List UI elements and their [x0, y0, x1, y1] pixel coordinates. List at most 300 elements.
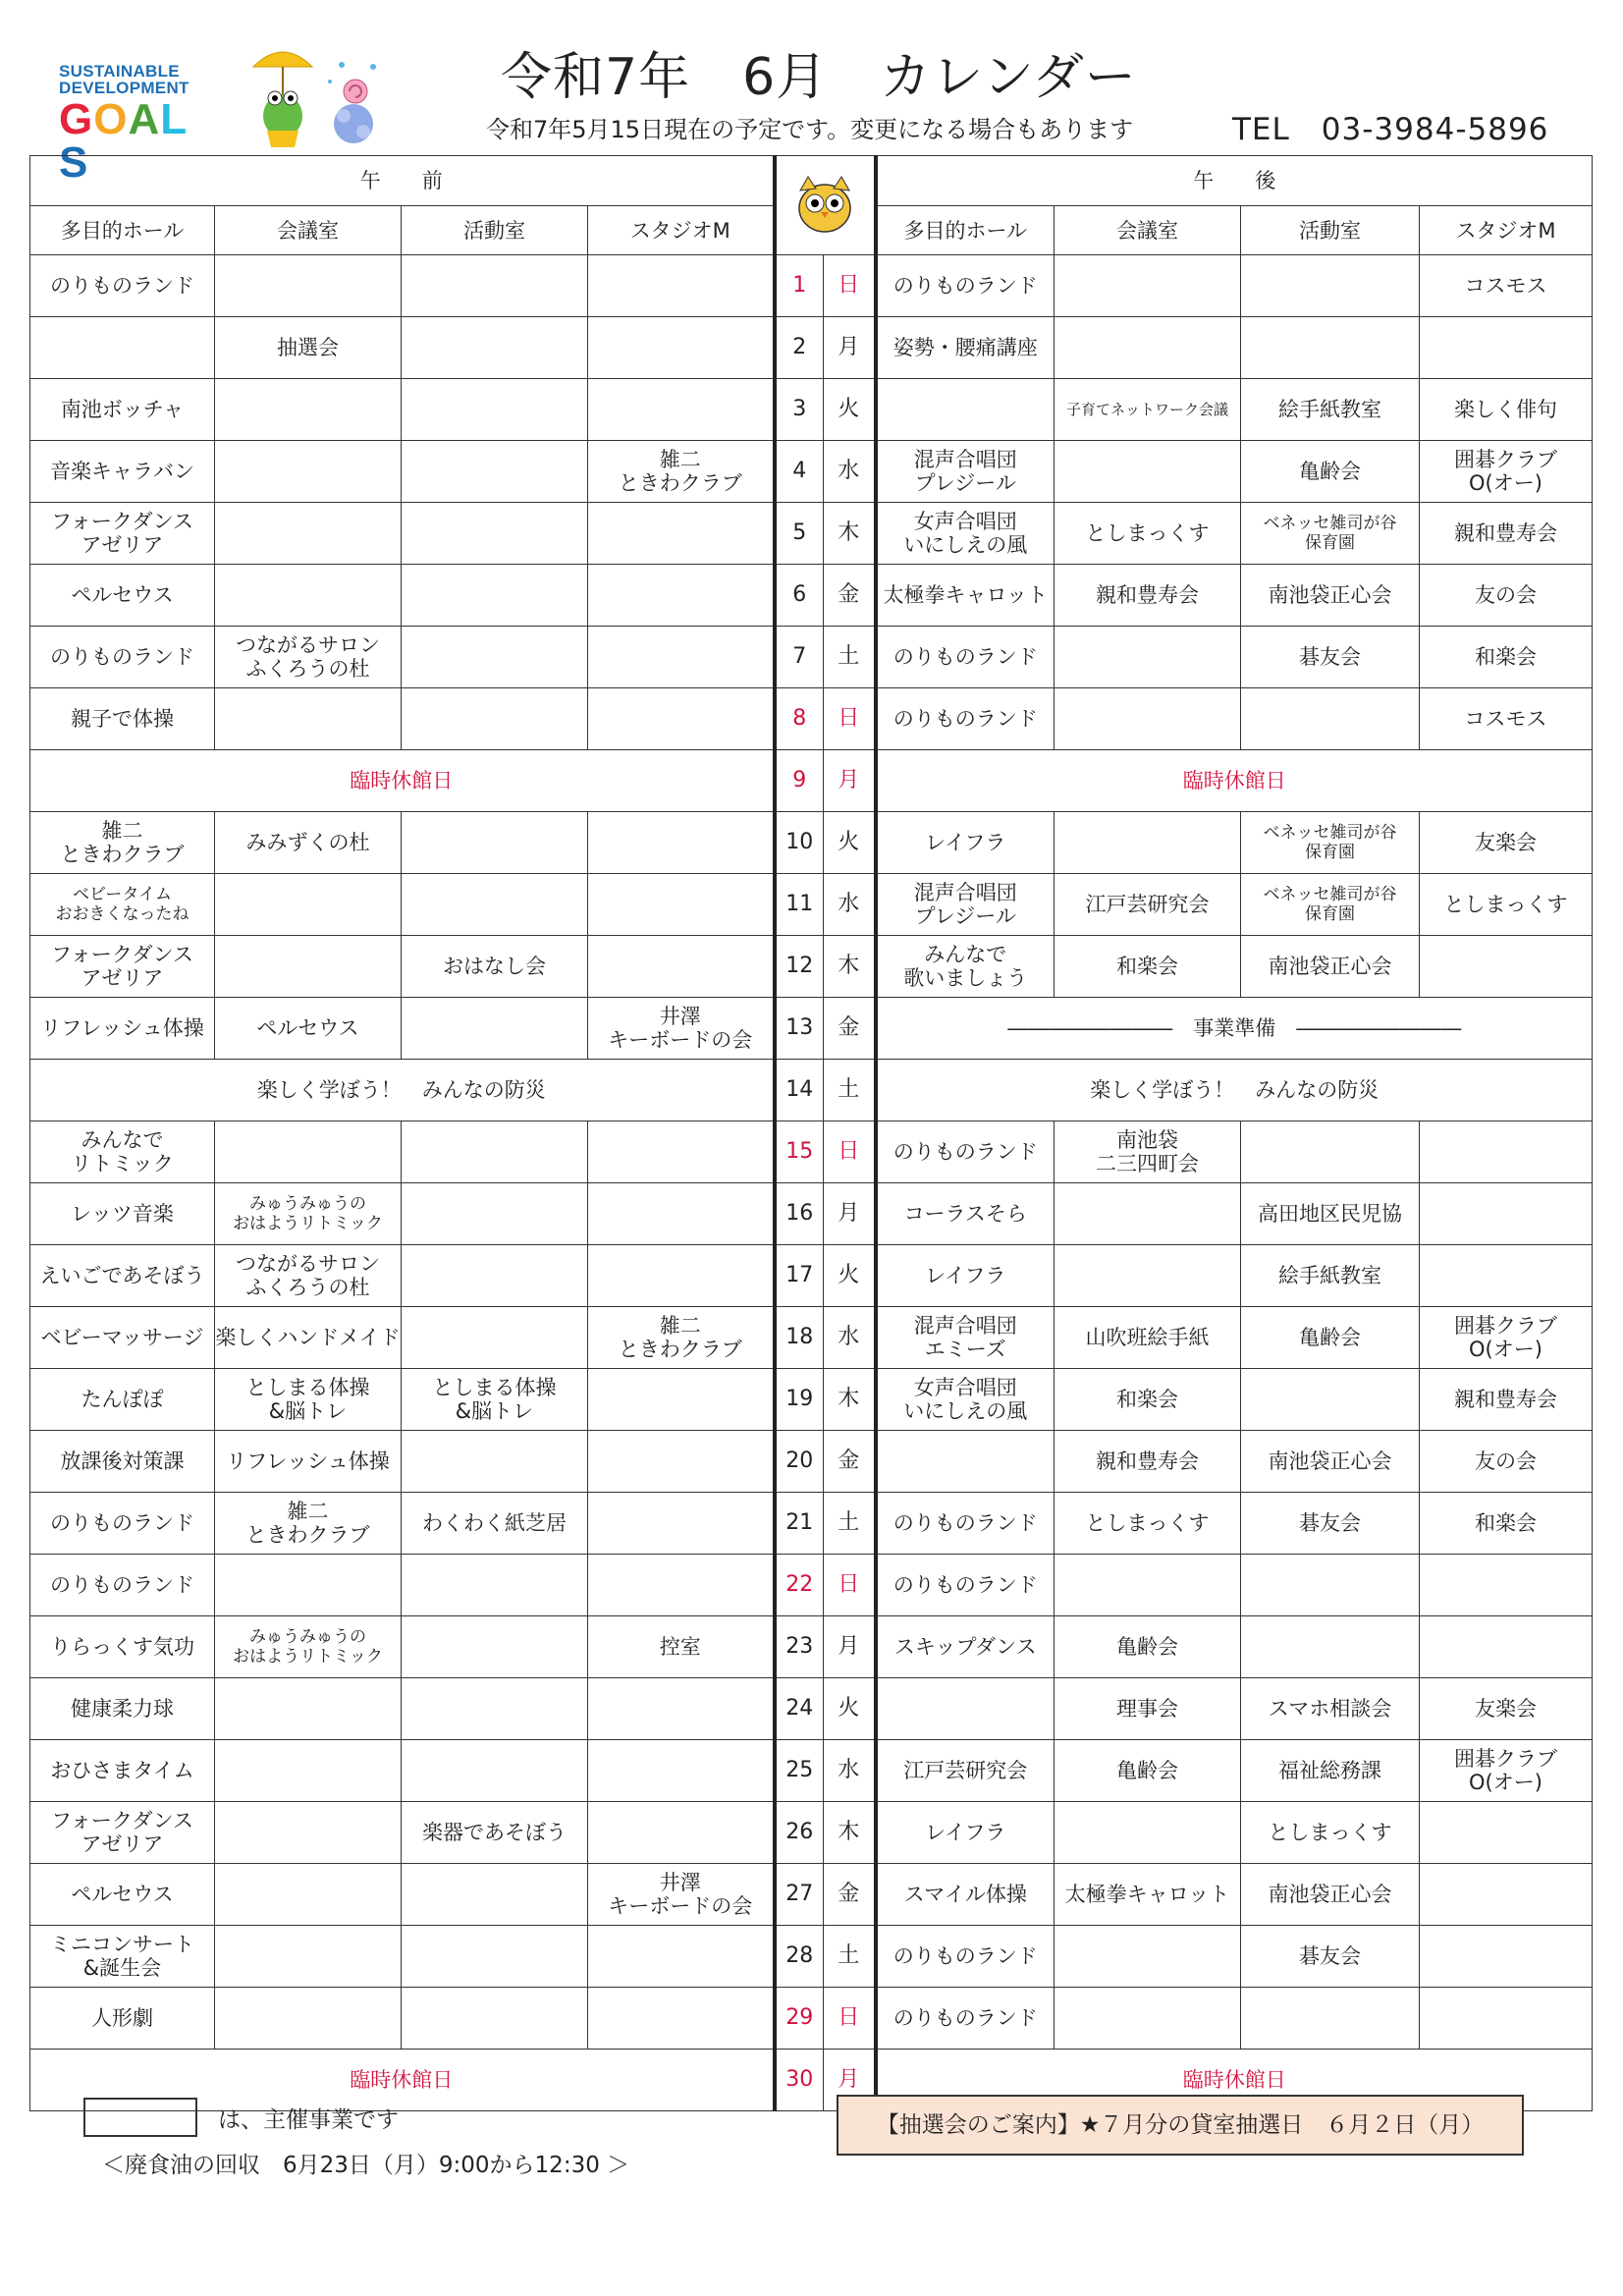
day-row	[30, 750, 1593, 812]
event-label: みゅうみゅうの おはようリトミック	[233, 1627, 383, 1667]
pm-activity	[1241, 627, 1420, 688]
pm-hall	[876, 255, 1055, 317]
day-row	[30, 1245, 1593, 1307]
pm-meeting	[1055, 627, 1241, 688]
event-label: 亀齢会	[1299, 1326, 1361, 1349]
event-label: 混声合唱団 エミーズ	[913, 1314, 1017, 1361]
am-studio	[588, 1926, 775, 1988]
day-row	[30, 936, 1593, 998]
day-row	[30, 1060, 1593, 1121]
event-label: 井澤 キーボードの会	[608, 1005, 753, 1052]
day-row	[30, 1926, 1593, 1988]
am-studio	[588, 1369, 775, 1431]
event-label: 理事会	[1116, 1697, 1178, 1721]
pm-room-activity: 活動室	[1241, 206, 1420, 255]
am-hall	[30, 1864, 215, 1926]
day-row	[30, 441, 1593, 503]
weekday: 土	[824, 1926, 876, 1988]
pm-studio	[1420, 1369, 1593, 1431]
day-number: 30	[775, 2050, 824, 2111]
event-label: 和楽会	[1475, 645, 1537, 669]
event-label: 南池袋正心会	[1268, 1449, 1392, 1473]
day-number: 17	[775, 1245, 824, 1307]
pm-studio	[1420, 1616, 1593, 1678]
am-meeting	[215, 1245, 402, 1307]
day-number: 3	[775, 379, 824, 441]
event-label: 碁友会	[1299, 645, 1361, 669]
day-row	[30, 1493, 1593, 1555]
pm-meeting	[1055, 812, 1241, 874]
event-label: 南池ボッチャ	[60, 398, 185, 421]
pm-hall	[876, 1988, 1055, 2050]
event-label: スマイル体操	[903, 1883, 1027, 1906]
pm-studio	[1420, 1678, 1593, 1740]
am-room-studio: スタジオM	[588, 206, 775, 255]
event-label: わくわく紙芝居	[422, 1511, 567, 1535]
pm-hall	[876, 1121, 1055, 1183]
am-activity	[402, 1864, 588, 1926]
pm-studio	[1420, 1555, 1593, 1616]
am-activity	[402, 936, 588, 998]
day-number: 8	[775, 688, 824, 750]
pm-meeting	[1055, 379, 1241, 441]
weekday: 土	[824, 1060, 876, 1121]
pm-meeting	[1055, 1864, 1241, 1926]
day-row	[30, 1802, 1593, 1864]
am-hall	[30, 874, 215, 936]
am-studio	[588, 1245, 775, 1307]
weekday: 木	[824, 936, 876, 998]
am-meeting	[215, 936, 402, 998]
am-hall	[30, 1678, 215, 1740]
am-meeting	[215, 565, 402, 627]
phone-number: TEL 03-3984-5896	[1232, 112, 1549, 147]
event-label: 親和豊寿会	[1454, 521, 1557, 545]
event-label: ペルセウス	[71, 583, 174, 607]
event-label: のりものランド	[893, 645, 1038, 669]
oil-collection-note: ＜廃食油の回収 6月23日（月）9:00から12:30 ＞	[102, 2153, 630, 2178]
day-row	[30, 255, 1593, 317]
event-label: のりものランド	[50, 274, 194, 298]
pm-hall	[876, 1431, 1055, 1493]
pm-activity	[1241, 688, 1420, 750]
pm-span-event	[876, 998, 1593, 1060]
pm-activity	[1241, 1678, 1420, 1740]
am-studio	[588, 1988, 775, 2050]
weekday: 日	[824, 1121, 876, 1183]
event-label: フォークダンス アゼリア	[50, 510, 194, 557]
pm-room-hall: 多目的ホール	[876, 206, 1055, 255]
pm-activity	[1241, 1740, 1420, 1802]
pm-activity	[1241, 1431, 1420, 1493]
event-label: 放課後対策課	[60, 1449, 185, 1473]
am-activity	[402, 1493, 588, 1555]
pm-hall	[876, 1183, 1055, 1245]
am-hall	[30, 627, 215, 688]
pm-hall	[876, 812, 1055, 874]
am-activity	[402, 317, 588, 379]
sdgs-logo-line2: DEVELOPMENT	[59, 79, 189, 97]
day-row	[30, 1183, 1593, 1245]
am-studio	[588, 688, 775, 750]
event-label: 雑二 ときわクラブ	[618, 448, 742, 495]
day-row	[30, 317, 1593, 379]
am-studio	[588, 874, 775, 936]
event-label: りらっくす気功	[50, 1635, 194, 1659]
am-meeting	[215, 1740, 402, 1802]
day-row	[30, 1988, 1593, 2050]
event-label: 亀齢会	[1299, 460, 1361, 483]
pm-meeting	[1055, 1926, 1241, 1988]
am-studio	[588, 1678, 775, 1740]
am-studio	[588, 627, 775, 688]
legend-swatch	[83, 2098, 197, 2137]
am-hall	[30, 1369, 215, 1431]
pm-meeting	[1055, 1555, 1241, 1616]
am-meeting	[215, 1678, 402, 1740]
am-activity	[402, 1245, 588, 1307]
am-meeting	[215, 255, 402, 317]
event-label: 姿勢・腰痛講座	[893, 336, 1038, 359]
pm-meeting	[1055, 1307, 1241, 1369]
am-activity	[402, 1555, 588, 1616]
am-activity	[402, 812, 588, 874]
pm-meeting	[1055, 688, 1241, 750]
event-label: のりものランド	[893, 1944, 1038, 1968]
sdgs-logo-line3: GOALS	[59, 95, 189, 187]
event-label: ベネッセ雑司が谷 保育園	[1263, 823, 1397, 862]
am-hall	[30, 1988, 215, 2050]
event-label: ベネッセ雑司が谷 保育園	[1263, 885, 1397, 924]
event-label: 絵手紙教室	[1278, 398, 1381, 421]
am-activity	[402, 1183, 588, 1245]
pm-meeting	[1055, 503, 1241, 565]
event-label: 臨時休館日	[1182, 2068, 1286, 2092]
pm-studio	[1420, 1245, 1593, 1307]
event-label: のりものランド	[893, 1511, 1038, 1535]
pm-activity	[1241, 1245, 1420, 1307]
event-label: レッツ音楽	[71, 1202, 174, 1226]
pm-studio	[1420, 1802, 1593, 1864]
pm-activity	[1241, 379, 1420, 441]
am-activity	[402, 379, 588, 441]
pm-studio	[1420, 565, 1593, 627]
weekday: 火	[824, 379, 876, 441]
pm-hall	[876, 1369, 1055, 1431]
am-activity	[402, 1121, 588, 1183]
pm-hall	[876, 1740, 1055, 1802]
pm-activity	[1241, 1988, 1420, 2050]
pm-activity	[1241, 565, 1420, 627]
event-label: 楽しくハンドメイド	[215, 1326, 401, 1349]
day-number: 1	[775, 255, 824, 317]
pm-activity	[1241, 936, 1420, 998]
pm-hall	[876, 1678, 1055, 1740]
am-hall	[30, 1307, 215, 1369]
pm-span-event	[876, 1060, 1593, 1121]
pm-activity	[1241, 503, 1420, 565]
calendar-table	[29, 155, 1593, 2111]
am-hall	[30, 1431, 215, 1493]
am-studio	[588, 812, 775, 874]
pm-activity	[1241, 441, 1420, 503]
event-label: レイフラ	[925, 831, 1006, 854]
closed-am	[30, 750, 775, 812]
am-studio	[588, 1431, 775, 1493]
am-meeting	[215, 441, 402, 503]
day-row	[30, 1555, 1593, 1616]
am-activity	[402, 565, 588, 627]
event-label: えいごであそぼう	[39, 1264, 205, 1287]
event-label: つながるサロン ふくろうの杜	[236, 633, 380, 681]
event-label: 福祉総務課	[1278, 1759, 1381, 1782]
am-hall	[30, 1493, 215, 1555]
pm-meeting	[1055, 441, 1241, 503]
sdgs-logo-line1: SUSTAINABLE	[59, 62, 180, 81]
pm-studio	[1420, 1183, 1593, 1245]
weekday: 土	[824, 627, 876, 688]
pm-activity	[1241, 1121, 1420, 1183]
pm-hall	[876, 565, 1055, 627]
event-label: としまる体操 &脳トレ	[245, 1376, 370, 1423]
event-label: のりものランド	[50, 1511, 194, 1535]
weekday: 日	[824, 255, 876, 317]
event-label: 女声合唱団 いにしえの風	[903, 1376, 1028, 1423]
day-number: 6	[775, 565, 824, 627]
event-label: コスモス	[1464, 707, 1547, 731]
event-label: おはなし会	[443, 955, 546, 978]
event-label: としまっくす	[1268, 1821, 1392, 1844]
day-row	[30, 1740, 1593, 1802]
pm-hall	[876, 627, 1055, 688]
day-row	[30, 874, 1593, 936]
pm-studio	[1420, 936, 1593, 998]
am-hall	[30, 936, 215, 998]
pm-hall	[876, 441, 1055, 503]
event-label: 碁友会	[1299, 1944, 1361, 1968]
event-label: のりものランド	[893, 274, 1038, 298]
weekday: 月	[824, 1183, 876, 1245]
event-label: のりものランド	[893, 1573, 1038, 1597]
pm-studio	[1420, 1864, 1593, 1926]
day-number: 22	[775, 1555, 824, 1616]
event-label: 人形劇	[91, 2006, 153, 2030]
pm-meeting	[1055, 1431, 1241, 1493]
pm-studio	[1420, 1493, 1593, 1555]
weekday: 金	[824, 1431, 876, 1493]
weekday: 月	[824, 750, 876, 812]
day-number: 14	[775, 1060, 824, 1121]
event-label: 親子で体操	[71, 707, 174, 731]
day-number: 5	[775, 503, 824, 565]
event-label: のりものランド	[893, 2006, 1038, 2030]
pm-studio	[1420, 874, 1593, 936]
am-studio	[588, 1183, 775, 1245]
event-label: 亀齢会	[1116, 1759, 1178, 1782]
event-label: 友の会	[1475, 1449, 1537, 1473]
event-label: みゅうみゅうの おはようリトミック	[233, 1194, 383, 1233]
pm-activity	[1241, 812, 1420, 874]
pm-room-studio: スタジオM	[1420, 206, 1593, 255]
event-label: 和楽会	[1475, 1511, 1537, 1535]
event-label: 亀齢会	[1116, 1635, 1178, 1659]
pm-studio	[1420, 379, 1593, 441]
am-activity	[402, 1307, 588, 1369]
day-number: 27	[775, 1864, 824, 1926]
event-label: おひさまタイム	[50, 1759, 194, 1782]
event-label: 雑二 ときわクラブ	[60, 819, 185, 866]
event-label: 友楽会	[1475, 831, 1537, 854]
pm-activity	[1241, 874, 1420, 936]
event-label: 女声合唱団 いにしえの風	[903, 510, 1028, 557]
am-activity	[402, 1802, 588, 1864]
weekday: 月	[824, 317, 876, 379]
am-hall	[30, 1926, 215, 1988]
am-studio	[588, 441, 775, 503]
am-meeting	[215, 1307, 402, 1369]
event-label: 臨時休館日	[1182, 769, 1286, 793]
day-row	[30, 1864, 1593, 1926]
am-hall	[30, 1245, 215, 1307]
am-activity	[402, 1616, 588, 1678]
weekday: 金	[824, 1864, 876, 1926]
weekday: 日	[824, 1988, 876, 2050]
day-row	[30, 1121, 1593, 1183]
pm-hall	[876, 1307, 1055, 1369]
event-label: ベビーマッサージ	[40, 1326, 204, 1349]
day-row	[30, 1369, 1593, 1431]
am-meeting	[215, 998, 402, 1060]
pm-studio	[1420, 1988, 1593, 2050]
day-number: 28	[775, 1926, 824, 1988]
am-meeting	[215, 1369, 402, 1431]
am-hall	[30, 255, 215, 317]
event-label: 太極拳キャロット	[883, 583, 1049, 607]
event-label: 混声合唱団 プレジール	[913, 881, 1017, 928]
weekday: 水	[824, 441, 876, 503]
am-activity	[402, 998, 588, 1060]
am-activity	[402, 1926, 588, 1988]
am-hall	[30, 1616, 215, 1678]
day-number: 16	[775, 1183, 824, 1245]
day-row	[30, 812, 1593, 874]
pm-activity	[1241, 317, 1420, 379]
event-label: 友楽会	[1475, 1697, 1537, 1721]
pm-studio	[1420, 812, 1593, 874]
event-label: たんぽぽ	[81, 1388, 164, 1411]
event-label: 雑二 ときわクラブ	[618, 1314, 742, 1361]
event-label: フォークダンス アゼリア	[50, 1809, 194, 1856]
day-number: 7	[775, 627, 824, 688]
weekday: 木	[824, 503, 876, 565]
am-studio	[588, 317, 775, 379]
am-studio	[588, 1864, 775, 1926]
pm-meeting	[1055, 1616, 1241, 1678]
am-meeting	[215, 379, 402, 441]
pm-meeting	[1055, 1988, 1241, 2050]
event-label: 囲碁クラブ O(オー)	[1454, 1747, 1557, 1794]
am-activity	[402, 1988, 588, 2050]
am-meeting	[215, 874, 402, 936]
event-label: 子育てネットワーク会議	[1065, 401, 1228, 418]
pm-hall	[876, 1493, 1055, 1555]
pm-header: 午 後	[876, 156, 1593, 206]
day-row	[30, 565, 1593, 627]
event-label: 南池袋 二三四町会	[1096, 1128, 1199, 1175]
am-meeting	[215, 503, 402, 565]
event-label: 控室	[659, 1635, 701, 1659]
legend-text: は、主催事業です	[218, 2107, 399, 2133]
event-label: 山吹班絵手紙	[1085, 1326, 1210, 1349]
event-label: としまっくす	[1085, 1511, 1210, 1535]
am-meeting	[215, 1616, 402, 1678]
pm-hall	[876, 936, 1055, 998]
pm-meeting	[1055, 1121, 1241, 1183]
am-activity	[402, 688, 588, 750]
am-hall	[30, 1740, 215, 1802]
pm-activity	[1241, 1802, 1420, 1864]
event-label: 南池袋正心会	[1268, 1883, 1392, 1906]
event-label: レイフラ	[925, 1264, 1006, 1287]
am-studio	[588, 1616, 775, 1678]
weekday: 木	[824, 1802, 876, 1864]
day-row	[30, 379, 1593, 441]
pm-meeting	[1055, 255, 1241, 317]
day-row	[30, 1307, 1593, 1369]
event-label: としまっくす	[1443, 893, 1568, 916]
event-label: のりものランド	[50, 1573, 194, 1597]
event-label: フォークダンス アゼリア	[50, 943, 194, 990]
am-studio	[588, 379, 775, 441]
event-label: 和楽会	[1116, 1388, 1178, 1411]
am-hall	[30, 379, 215, 441]
am-hall	[30, 565, 215, 627]
am-meeting	[215, 1493, 402, 1555]
pm-activity	[1241, 1183, 1420, 1245]
pm-meeting	[1055, 565, 1241, 627]
pm-meeting	[1055, 874, 1241, 936]
event-label: 混声合唱団 プレジール	[913, 448, 1017, 495]
am-hall	[30, 812, 215, 874]
am-hall	[30, 503, 215, 565]
event-label: のりものランド	[893, 707, 1038, 731]
event-label: 親和豊寿会	[1096, 1449, 1199, 1473]
day-number: 2	[775, 317, 824, 379]
am-meeting	[215, 1121, 402, 1183]
am-meeting	[215, 1926, 402, 1988]
pm-room-meeting: 会議室	[1055, 206, 1241, 255]
event-label: スキップダンス	[893, 1635, 1037, 1659]
event-label: みんなで リトミック	[71, 1128, 174, 1175]
event-label: 親和豊寿会	[1454, 1388, 1557, 1411]
event-label: 井澤 キーボードの会	[608, 1871, 753, 1918]
day-number: 25	[775, 1740, 824, 1802]
event-label: 楽しく学ぼう！ みんなの防災	[1090, 1078, 1380, 1102]
am-hall	[30, 1555, 215, 1616]
day-row	[30, 1678, 1593, 1740]
pm-meeting	[1055, 1183, 1241, 1245]
day-row	[30, 688, 1593, 750]
owl-mascot	[775, 156, 876, 255]
day-number: 26	[775, 1802, 824, 1864]
pm-meeting	[1055, 936, 1241, 998]
am-hall	[30, 688, 215, 750]
pm-meeting	[1055, 1802, 1241, 1864]
weekday: 木	[824, 1369, 876, 1431]
pm-hall	[876, 1864, 1055, 1926]
event-label: コスモス	[1464, 274, 1547, 298]
am-hall	[30, 317, 215, 379]
